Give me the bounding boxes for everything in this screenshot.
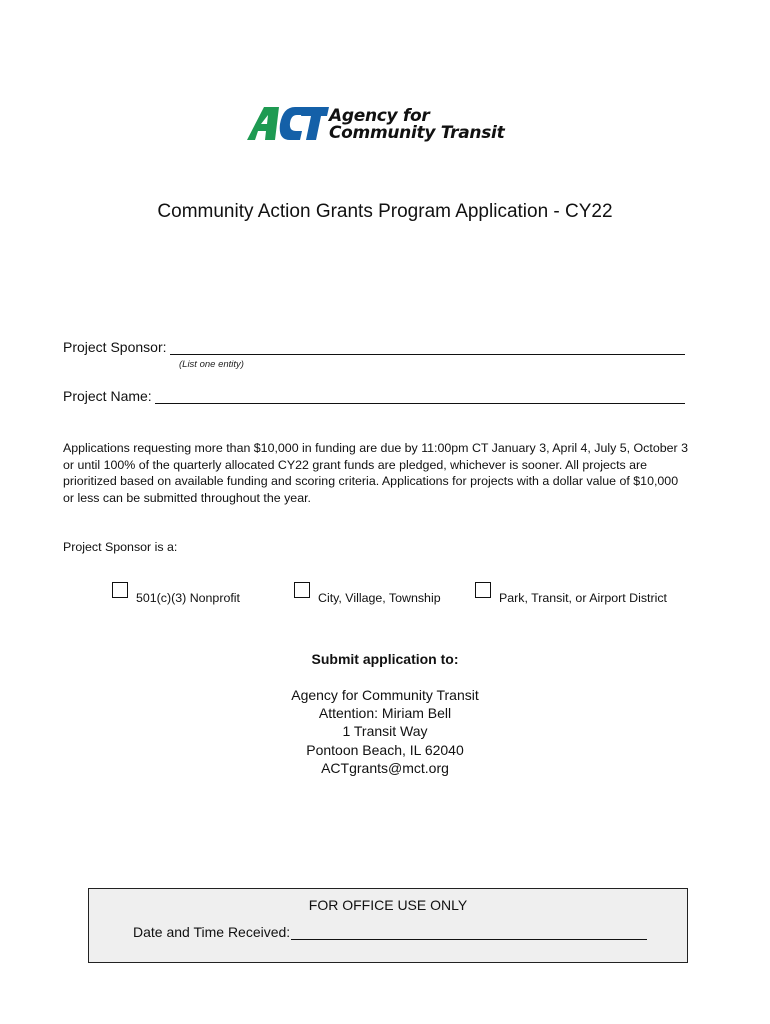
instructions-paragraph: Applications requesting more than $10,000 in funding are due by 11:00pm CT January 3, April 4, July 5, October 3 or until 100% of the quarterly allocated CY22 grant funds are pledged, whichever is sooner. All projects are prioritized based on available funding and scoring criteria. Applications for projects with a dollar value of $10,000 or less can be submitted throughout the year. xyxy=(63,441,688,505)
date-received-field[interactable] xyxy=(133,924,647,940)
nonprofit-checkbox[interactable] xyxy=(112,582,128,598)
project-sponsor-note: (List one entity) xyxy=(179,359,244,370)
address-attention: Attention: Miriam Bell xyxy=(318,705,452,722)
option-park-transit-airport[interactable] xyxy=(475,586,667,605)
city-village-township-checkbox[interactable] xyxy=(294,582,310,598)
sponsor-type-label: Project Sponsor is a: xyxy=(63,540,178,554)
park-transit-airport-label: Park, Transit, or Airport District xyxy=(499,591,667,605)
option-nonprofit[interactable] xyxy=(112,586,240,605)
submit-heading: Submit application to: xyxy=(311,651,459,667)
park-transit-airport-checkbox[interactable] xyxy=(475,582,491,598)
option-city-village-township[interactable] xyxy=(294,586,441,605)
address-email: ACTgrants@mct.org xyxy=(321,759,449,776)
project-name-label: Project Name: xyxy=(63,388,152,404)
document-title: Community Action Grants Program Application - CY22 xyxy=(157,201,613,222)
act-logo-mark-icon xyxy=(247,104,329,144)
project-sponsor-label: Project Sponsor: xyxy=(63,339,167,355)
project-sponsor-field[interactable] xyxy=(63,339,685,355)
logo-text-line1: Agency for xyxy=(329,106,430,126)
office-use-box xyxy=(88,888,688,963)
date-received-label: Date and Time Received: xyxy=(133,924,291,940)
address-city: Pontoon Beach, IL 62040 xyxy=(306,741,464,758)
submit-address xyxy=(0,686,770,777)
city-village-township-label: City, Village, Township xyxy=(318,591,441,605)
address-street: 1 Transit Way xyxy=(342,723,428,740)
address-organization: Agency for Community Transit xyxy=(291,687,479,703)
office-use-title: FOR OFFICE USE ONLY xyxy=(308,897,468,913)
nonprofit-label: 501(c)(3) Nonprofit xyxy=(136,591,240,605)
project-sponsor-input-line[interactable] xyxy=(170,340,686,355)
project-name-field[interactable] xyxy=(63,388,685,404)
logo-text-line2: Community Transit xyxy=(329,123,505,143)
project-name-input-line[interactable] xyxy=(155,389,685,404)
date-received-input-line[interactable] xyxy=(291,925,647,940)
agency-logo xyxy=(247,104,527,148)
